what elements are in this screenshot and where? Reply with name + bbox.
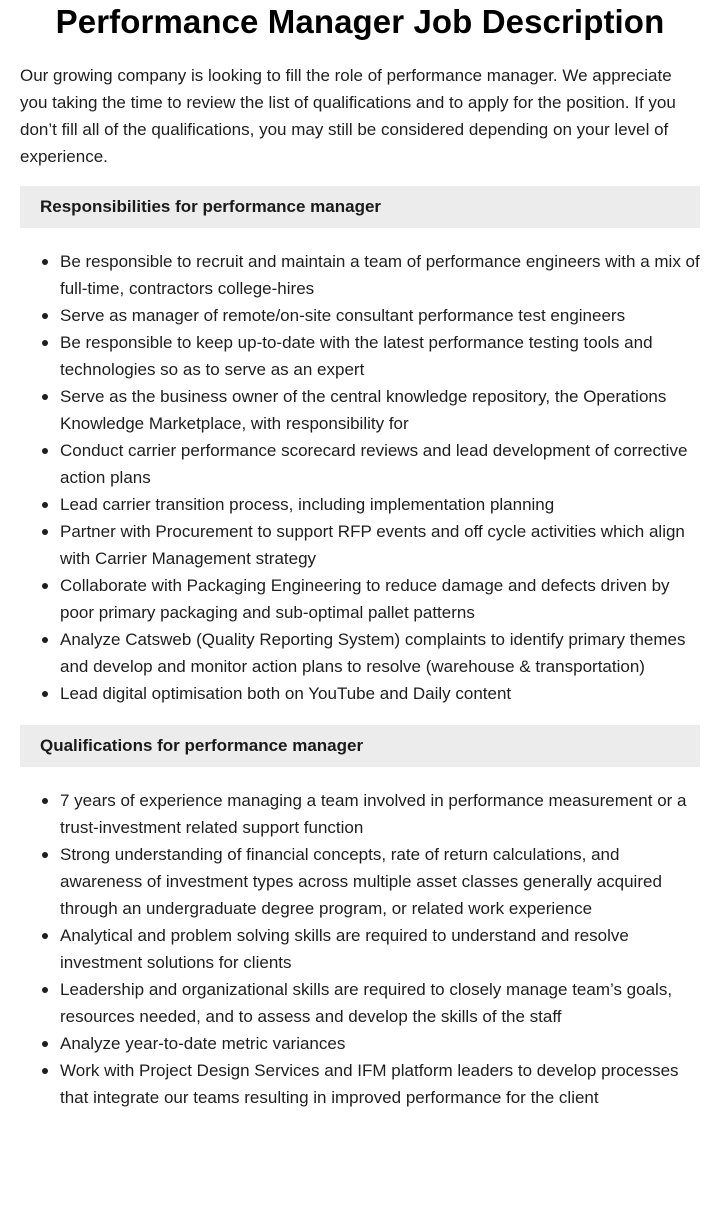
list-item: Analyze Catsweb (Quality Reporting System) complaints to identify primary themes and develop and monitor action plans to resolve (warehouse & transportation) [60, 626, 700, 680]
list-item: Be responsible to recruit and maintain a team of performance engineers with a mix of full-time, contractors college-hires [60, 248, 700, 302]
list-item: 7 years of experience managing a team involved in performance measurement or a trust-investment related support function [60, 787, 700, 841]
intro-paragraph: Our growing company is looking to fill the role of performance manager. We appreciate you taking the time to review the list of qualifications and to apply for the position. If you don’t fill all of the qualifications, you may still be considered depending on your level of experience. [20, 66, 676, 166]
list-item: Analytical and problem solving skills are required to understand and resolve investment solutions for clients [60, 922, 700, 976]
list-item: Conduct carrier performance scorecard reviews and lead development of corrective action plans [60, 437, 700, 491]
list-item: Analyze year-to-date metric variances [60, 1030, 700, 1057]
list-item: Work with Project Design Services and IFM platform leaders to develop processes that integrate our teams resulting in improved performance for the client [60, 1057, 700, 1111]
qualifications-list [20, 787, 700, 1111]
list-item: Collaborate with Packaging Engineering to reduce damage and defects driven by poor primary packaging and sub-optimal pallet patterns [60, 572, 700, 626]
list-item: Lead digital optimisation both on YouTube and Daily content [60, 680, 700, 707]
qualifications-heading: Qualifications for performance manager [20, 725, 700, 767]
list-item: Lead carrier transition process, including implementation planning [60, 491, 700, 518]
list-item: Partner with Procurement to support RFP events and off cycle activities which align with Carrier Management strategy [60, 518, 700, 572]
list-item: Leadership and organizational skills are required to closely manage team’s goals, resources needed, and to assess and develop the skills of the staff [60, 976, 700, 1030]
responsibilities-list [20, 248, 700, 707]
list-item: Serve as manager of remote/on-site consultant performance test engineers [60, 302, 700, 329]
responsibilities-heading: Responsibilities for performance manager [20, 186, 700, 228]
list-item: Strong understanding of financial concepts, rate of return calculations, and awareness of investment types across multiple asset classes generally acquired through an undergraduate degree program, or related work experience [60, 841, 700, 922]
list-item: Be responsible to keep up-to-date with the latest performance testing tools and technologies so as to serve as an expert [60, 329, 700, 383]
list-item: Serve as the business owner of the central knowledge repository, the Operations Knowledge Marketplace, with responsibility for [60, 383, 700, 437]
page-title: Performance Manager Job Description [55, 3, 665, 40]
